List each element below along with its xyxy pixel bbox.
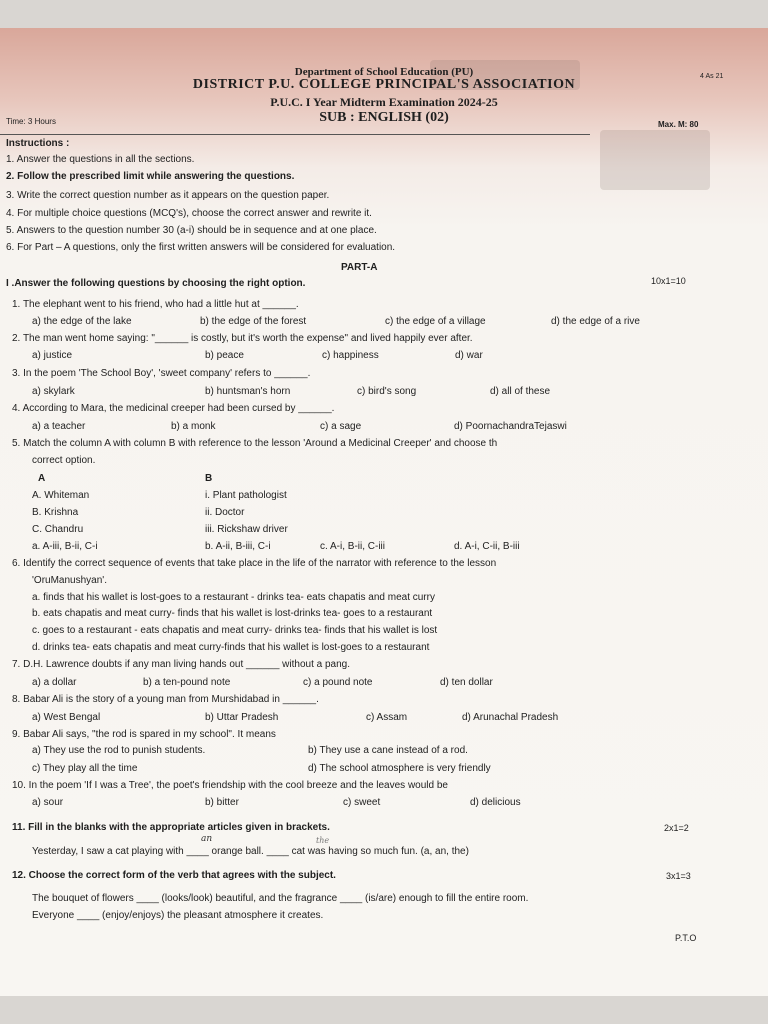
question-1: 1. The elephant went to his friend, who had a little hut at ______. — [12, 299, 299, 310]
q8-option: c) Assam — [366, 712, 408, 723]
q7-option: c) a pound note — [303, 677, 373, 688]
column-b-heading: B — [205, 473, 213, 484]
q4-option: b) a monk — [171, 421, 216, 432]
print-smudge — [600, 130, 710, 190]
q5-option: b. A-ii, B-iii, C-i — [205, 541, 271, 552]
q3-option: a) skylark — [32, 386, 75, 397]
q9-option: c) They play all the time — [32, 763, 138, 774]
q3-option: c) bird's song — [357, 386, 417, 397]
q11-marks: 2x1=2 — [664, 823, 689, 833]
column-b-item: ii. Doctor — [205, 507, 245, 518]
column-b-item: iii. Rickshaw driver — [205, 524, 288, 535]
q10-option: d) delicious — [470, 797, 521, 808]
q5-option: c. A-i, B-ii, C-iii — [320, 541, 385, 552]
q6-option: b. eats chapatis and meat curry- finds that his wallet is lost-drinks tea- goes to a restaurant — [32, 608, 433, 619]
question-2: 2. The man went home saying: "______ is costly, but it's worth the expense" and lived happily ever after. — [12, 333, 473, 344]
q3-option: b) huntsman's horn — [205, 386, 291, 397]
q10-option: c) sweet — [343, 797, 381, 808]
question-10: 10. In the poem 'If I was a Tree', the poet's friendship with the cool breeze and the leaves would be — [12, 780, 448, 791]
q12-line: Everyone ____ (enjoy/enjoys) the pleasant atmosphere it creates. — [32, 910, 324, 921]
instruction-item: 2. Follow the prescribed limit while answering the questions. — [6, 171, 295, 182]
max-marks: Max. M: 80 — [658, 120, 699, 129]
subject-title: SUB : ENGLISH (02) — [319, 110, 449, 125]
time-label: Time: 3 Hours — [6, 117, 56, 126]
pto-label: P.T.O — [675, 933, 697, 943]
q3-option: d) all of these — [490, 386, 551, 397]
q12-line: The bouquet of flowers ____ (looks/look) beautiful, and the fragrance ____ (is/are) enough to fill the entire room. — [32, 893, 529, 904]
header-divider — [0, 134, 590, 135]
side-code: 4 As 21 — [700, 73, 724, 80]
question-9: 9. Babar Ali says, "the rod is spared in my school". It means — [12, 729, 276, 740]
instructions-title: Instructions : — [6, 138, 70, 149]
q9-option: a) They use the rod to punish students. — [32, 745, 206, 756]
q7-option: b) a ten-pound note — [143, 677, 231, 688]
question-4: 4. According to Mara, the medicinal creeper had been cursed by ______. — [12, 403, 335, 414]
q2-option: b) peace — [205, 350, 244, 361]
q10-option: a) sour — [32, 797, 64, 808]
q2-option: d) war — [455, 350, 483, 361]
question-12: 12. Choose the correct form of the verb that agrees with the subject. — [12, 870, 336, 881]
q9-option: b) They use a cane instead of a rod. — [308, 745, 468, 756]
question-5-cont: correct option. — [32, 455, 96, 466]
q6-option: d. drinks tea- eats chapatis and meat curry-finds that his wallet is lost-goes to a restaurant — [32, 642, 430, 653]
instruction-item: 3. Write the correct question number as it appears on the question paper. — [6, 190, 330, 201]
column-a-item: B. Krishna — [32, 507, 79, 518]
handwritten-answer: an — [201, 834, 213, 844]
q1-option: c) the edge of a village — [385, 316, 486, 327]
q7-option: d) ten dollar — [440, 677, 493, 688]
instruction-item: 4. For multiple choice questions (MCQ's), choose the correct answer and rewrite it. — [6, 208, 372, 219]
q8-option: b) Uttar Pradesh — [205, 712, 279, 723]
instruction-item: 1. Answer the questions in all the sections. — [6, 154, 195, 165]
column-a-item: C. Chandru — [32, 524, 84, 535]
q4-option: c) a sage — [320, 421, 362, 432]
q2-option: c) happiness — [322, 350, 379, 361]
q1-option: b) the edge of the forest — [200, 316, 307, 327]
q1-option: a) the edge of the lake — [32, 316, 132, 327]
department-title: Department of School Education (PU) — [294, 66, 474, 78]
part-a-title: PART-A — [341, 262, 378, 273]
question-6-cont: 'OruManushyan'. — [32, 575, 107, 586]
q2-option: a) justice — [32, 350, 73, 361]
association-title: DISTRICT P.U. COLLEGE PRINCIPAL'S ASSOCIATION — [192, 77, 576, 92]
section-1-marks: 10x1=10 — [651, 276, 686, 286]
q7-option: a) a dollar — [32, 677, 77, 688]
q4-option: d) PoornachandraTejaswi — [454, 421, 567, 432]
q5-option: a. A-iii, B-ii, C-i — [32, 541, 98, 552]
question-8: 8. Babar Ali is the story of a young man from Murshidabad in ______. — [12, 694, 319, 705]
q8-option: d) Arunachal Pradesh — [462, 712, 559, 723]
q1-option: d) the edge of a rive — [551, 316, 640, 327]
instruction-item: 5. Answers to the question number 30 (a-i) should be in sequence and at one place. — [6, 225, 377, 236]
column-a-item: A. Whiteman — [32, 490, 90, 501]
q9-option: d) The school atmosphere is very friendly — [308, 763, 491, 774]
q4-option: a) a teacher — [32, 421, 86, 432]
section-1-heading: I .Answer the following questions by choosing the right option. — [6, 278, 306, 289]
q10-option: b) bitter — [205, 797, 239, 808]
q12-marks: 3x1=3 — [666, 871, 691, 881]
q6-option: c. goes to a restaurant - eats chapatis and meat curry- drinks tea- finds that his wallet is lost — [32, 625, 438, 636]
q11-text: Yesterday, I saw a cat playing with ____ orange ball. ____ cat was having so much fun. (a, an, the) — [32, 846, 469, 857]
question-6: 6. Identify the correct sequence of events that take place in the life of the narrator with reference to the lesson — [12, 558, 497, 569]
column-a-heading: A — [38, 473, 46, 484]
handwritten-answer: the — [316, 836, 330, 845]
q8-option: a) West Bengal — [32, 712, 101, 723]
question-11: 11. Fill in the blanks with the appropriate articles given in brackets. — [12, 822, 330, 833]
instruction-item: 6. For Part – A questions, only the first written answers will be considered for evaluation. — [6, 242, 396, 253]
question-7: 7. D.H. Lawrence doubts if any man living hands out ______ without a pang. — [12, 659, 350, 670]
question-5: 5. Match the column A with column B with reference to the lesson 'Around a Medicinal Creeper' and choose th — [12, 438, 498, 449]
column-b-item: i. Plant pathologist — [205, 490, 287, 501]
exam-title: P.U.C. I Year Midterm Examination 2024-25 — [270, 95, 498, 109]
q5-option: d. A-i, C-ii, B-iii — [454, 541, 520, 552]
question-3: 3. In the poem 'The School Boy', 'sweet company' refers to ______. — [12, 368, 311, 379]
q6-option: a. finds that his wallet is lost-goes to a restaurant - drinks tea- eats chapatis and meat curry — [32, 592, 435, 603]
